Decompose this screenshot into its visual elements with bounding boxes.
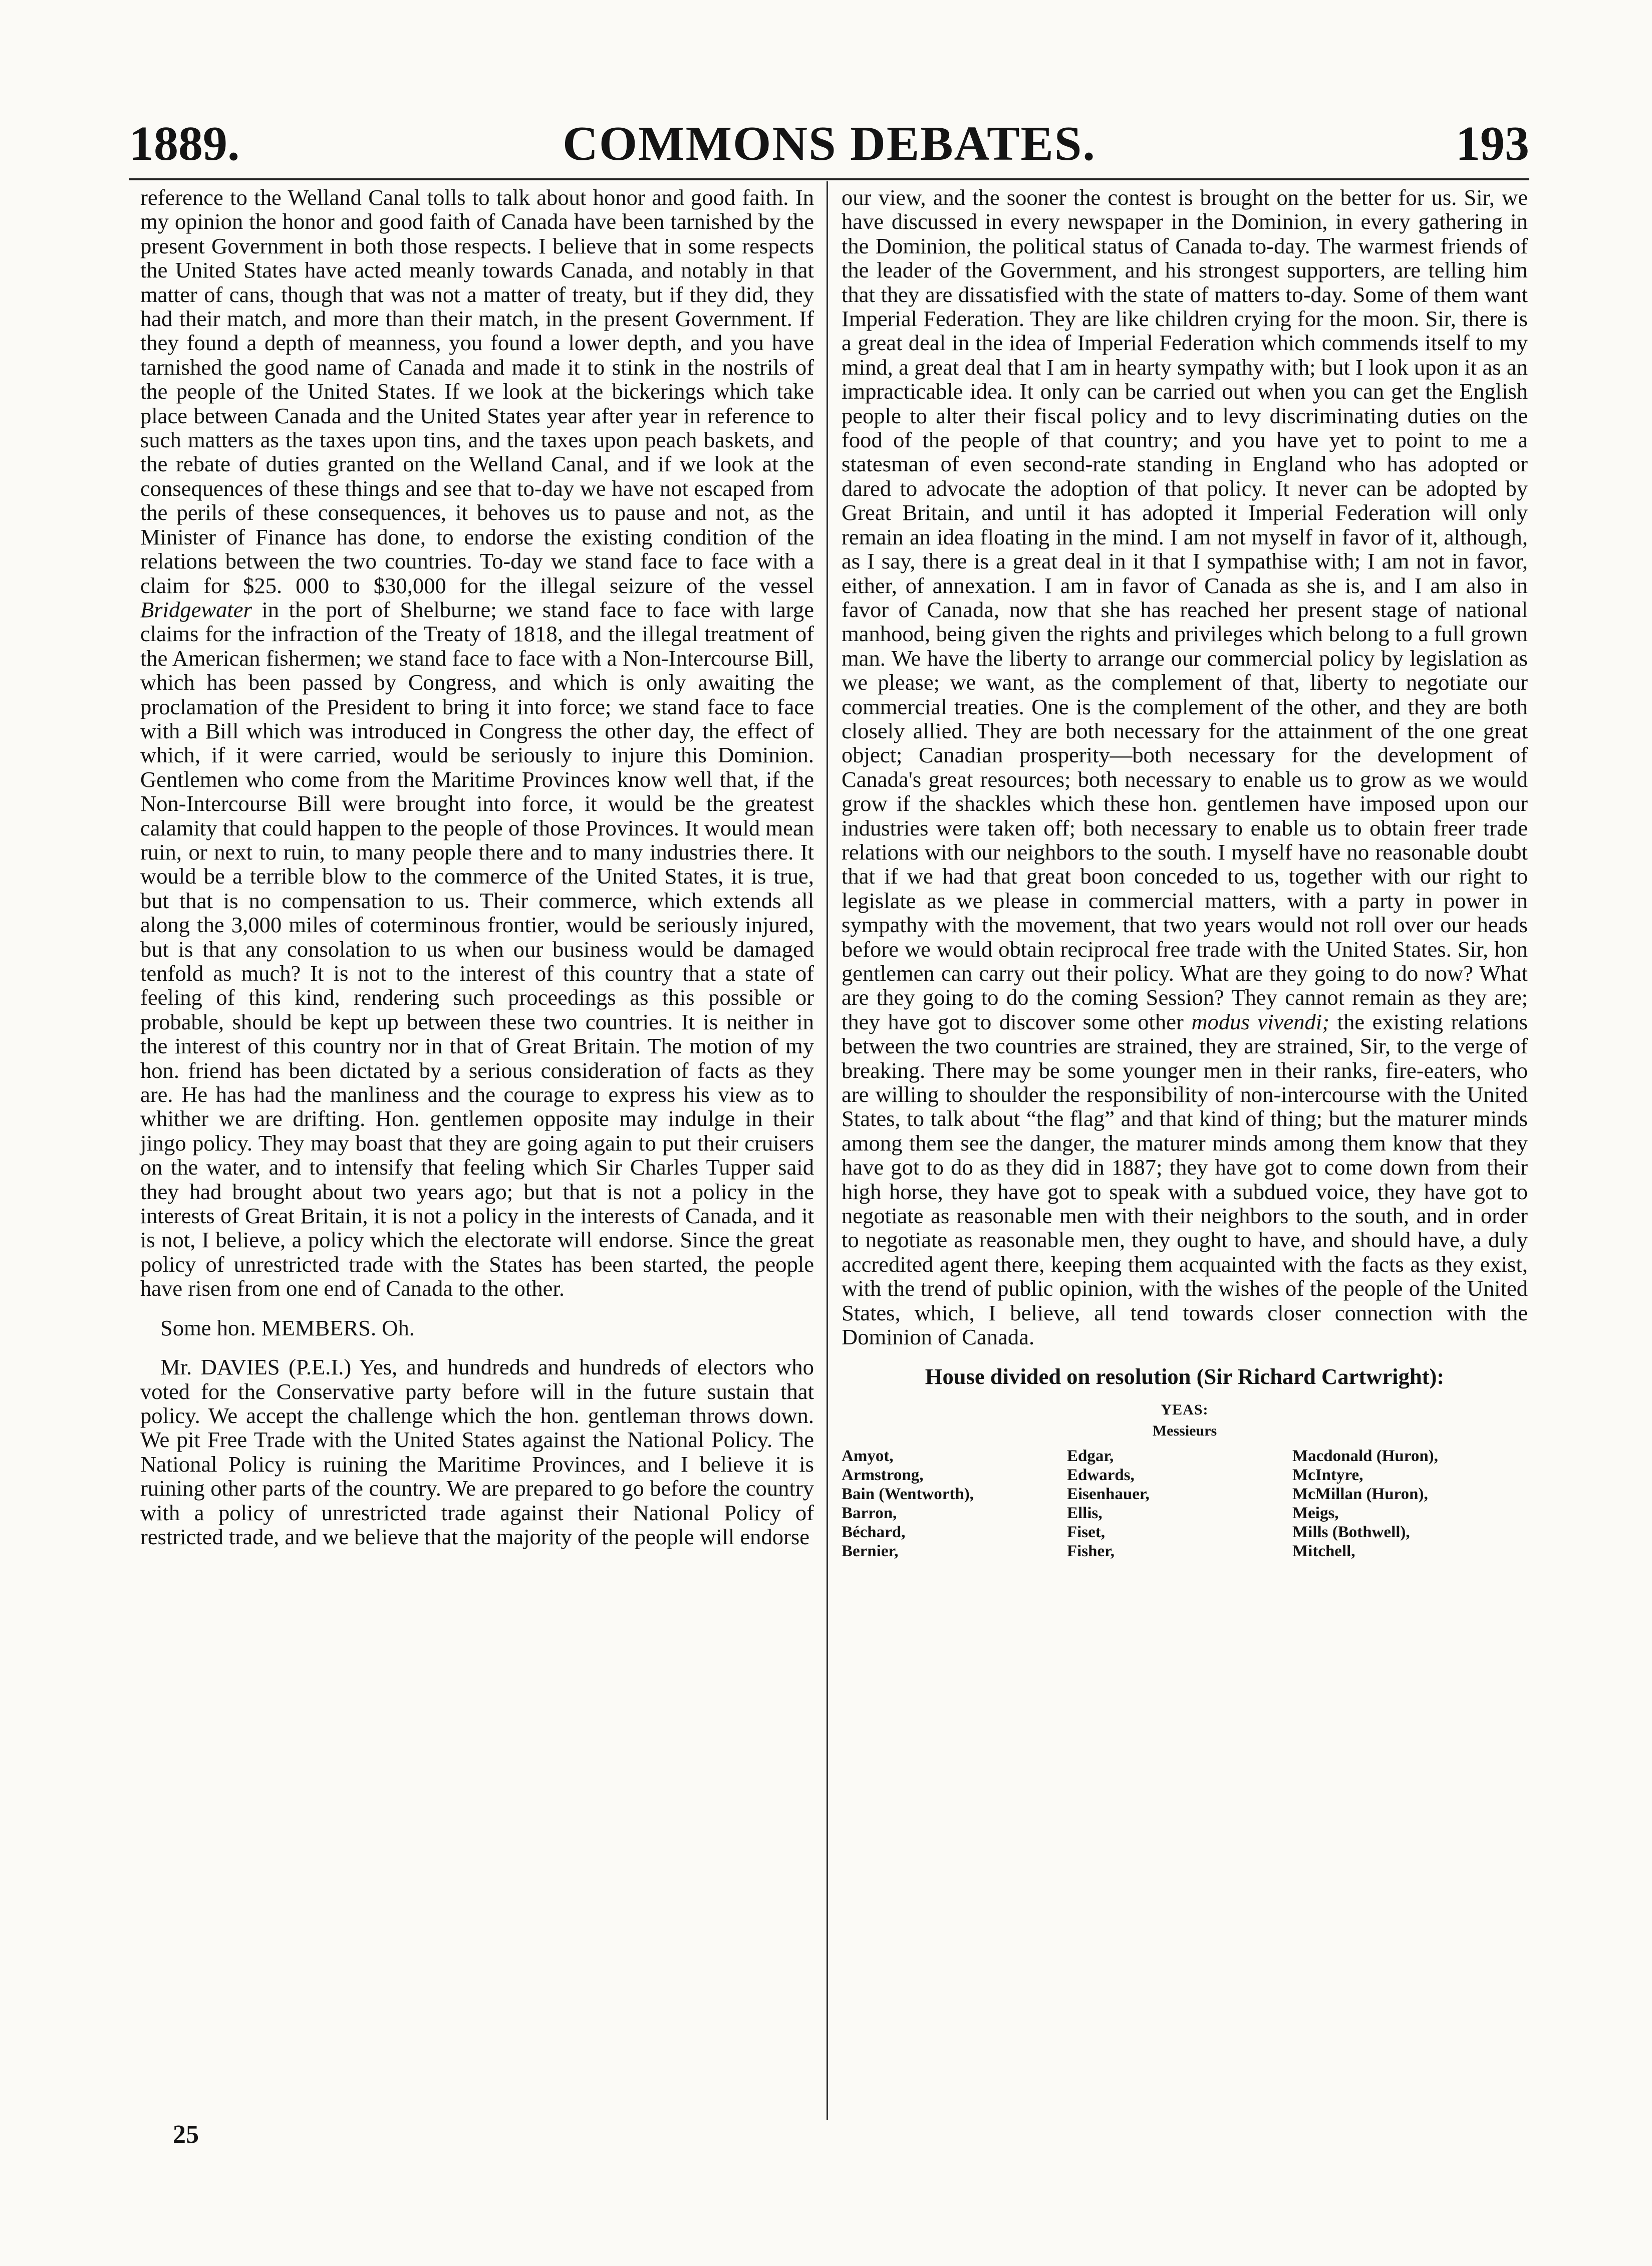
vote-name: Edgar, (1067, 1447, 1114, 1465)
vessel-name: Bridgewater (140, 597, 252, 622)
vote-name: Barron, (842, 1504, 897, 1522)
vote-name: Ellis, (1067, 1504, 1103, 1522)
vote-name: Mills (Bothwell), (1292, 1523, 1410, 1541)
vote-name: Bain (Wentworth), (842, 1485, 974, 1503)
interjection: Some hon. MEMBERS. Oh. (160, 1315, 415, 1340)
left-paragraph-2 (140, 1355, 814, 1549)
header-rule (129, 178, 1529, 180)
vote-name: Bernier, (842, 1542, 899, 1560)
vote-name: Armstrong, (842, 1466, 924, 1484)
vote-name: Eisenhauer, (1067, 1485, 1150, 1503)
header-title: COMMONS DEBATES. (563, 117, 1096, 171)
column-divider (827, 181, 828, 2120)
vote-names-table (842, 1447, 1528, 1561)
vote-name: Amyot, (842, 1447, 894, 1465)
yeas-heading: YEAS: (1161, 1401, 1209, 1418)
messieurs-heading: Messieurs (1152, 1422, 1217, 1439)
vote-name: Edwards, (1067, 1466, 1135, 1484)
latin-phrase: modus vivendi; (1191, 1009, 1330, 1034)
right-column (842, 185, 1528, 1561)
vote-name: Macdonald (Huron), (1292, 1447, 1438, 1465)
vote-name: McIntyre, (1292, 1466, 1363, 1484)
left-paragraph-1 (140, 185, 814, 1301)
left-paragraph-1-text: reference to the Welland Canal tolls to talk about honor and good faith. In my opinion the honor and good faith of Canada have been tarnished by the present Government in both those respects. I believe that in some respects the United States have acted meanly towards Canada, and notably in that matter of cans, though that was not a matter of treaty, but if they did, they had their match, and more than their match, in the present Government. If they found a depth of meanness, you found a lower depth, and you have tarnished the good name of Canada and made it to stink in the nostrils of the people of the United States. If we look at the bickerings which take place between Canada and the United States year after year in reference to such matters as the taxes upon tins, and the taxes upon peach baskets, and the rebate of duties granted on the Welland Canal, and if we look at the consequences of these things and see that to-day we have not escaped from the perils of these consequences, it behoves us to pause and not, as the Minister of Finance has done, to endorse the existing condition of the relations between the two countries. To-day we stand face to face with a claim for $25. 000 to $30,000 for the illegal seizure of the vessel (140, 185, 814, 598)
right-paragraph-1-text: our view, and the sooner the contest is brought on the better for us. Sir, we have discussed in every newspaper in the Dominion, in every gathering in the Dominion, the political status of Canada to-day. The warmest friends of the leader of the Government, and his strongest supporters, are telling him that they are dissatisfied with the state of matters to-day. Some of them want Imperial Federation. They are like children crying for the moon. Sir, there is a great deal in the idea of Imperial Federation which commends itself to my mind, a great deal that I am in hearty sympathy with; but I look upon it as an impracticable idea. It only can be carried out when you can get the English people to alter their fiscal policy and to levy discriminating duties on the food of the people of that country; and you have yet to point to me a statesman of even second-rate standing in England who has adopted or dared to advocate the adoption of that policy. It never can be adopted by Great Britain, and until it has adopted it Imperial Federation will only remain an idea floating in the mind. I am not myself in favor of it, although, as I say, there is a great deal in it that I sympathise with; I am not in favor, either, of annexation. I am in favor of Canada as she is, and I am also in favor of Canada, now that she has reached her present stage of national manhood, being given the rights and privileges which belong to a full grown man. We have the liberty to arrange our commercial policy by legislation as we please; we want, as the complement of that, liberty to negotiate our commercial treaties. One is the complement of the other, and they are both closely allied. They are both necessary for the attainment of the one great object; Canadian prosperity—both necessary for the development of Canada's great resources; both necessary to enable us to grow as we would grow if the shackles which these hon. gentlemen have imposed upon our industries were taken off; both necessary to enable us to obtain freer trade relations with our neighbors to the south. I myself have no reasonable doubt that if we had that great boon conceded to us, together with our right to legislate as we please in commercial matters, with a party in power in sympathy with the movement, that two years would not roll over our heads before we would obtain reciprocal free trade with the United States. Sir, hon gentlemen can carry out their policy. What are they going to do now? What are they going to do the coming Session? They cannot remain as they are; they have got to discover some other (842, 185, 1528, 1034)
right-paragraph-1 (842, 185, 1528, 1349)
speaker-name: Mr. DAVIES (P.E.I.) (160, 1354, 352, 1380)
vote-name: Béchard, (842, 1523, 906, 1541)
vote-name: Meigs, (1292, 1504, 1339, 1522)
header-page-number: 193 (1456, 117, 1529, 171)
page-header (129, 111, 1529, 176)
vote-name: McMillan (Huron), (1292, 1485, 1428, 1503)
header-year: 1889. (129, 117, 240, 171)
left-paragraph-1-continued: in the port of Shelburne; we stand face to face with large claims for the infraction of the Treaty of 1818, and the illegal treatment of the American fishermen; we stand face to face with a Non-Intercourse Bill, which has been passed by Congress, and which is only awaiting the proclamation of the President to bring it into force; we stand face to face with a Bill which was introduced in Congress the other day, the effect of which, if it were carried, would be seriously to injure this Dominion. Gentlemen who come from the Maritime Provinces know well that, if the Non-Intercourse Bill were brought into force, it would be the greatest calamity that could happen to the people of those Provinces. It would mean ruin, or next to ruin, to many people there and to many industries there. It would be a terrible blow to the commerce of the United States, it is true, but that is no compensation to us. Their commerce, which extends all along the 3,000 miles of coterminous frontier, would be seriously injured, but is that any consolation to us when our business would be damaged tenfold as much? It is not to the interest of this country that a state of feeling of this kind, rendering such proceedings as this possible or probable, should be kept up between these two countries. It is neither in the interest of this country nor in that of Great Britain. The motion of my hon. friend has been dictated by a serious consideration of facts as they are. He has had the manliness and the courage to express his view as to whither we are drifting. Hon. gentlemen opposite may indulge in their jingo policy. They may boast that they are going again to put their cruisers on the water, and to intensify that feeling which Sir Charles Tupper said they had brought about two years ago; but that is not a policy in the interests of Great Britain, it is not a policy in the interests of Canada, and it is not, I believe, a policy which the electorate will endorse. Since the great policy of unrestricted trade with the States has been started, the people have risen from one end of Canada to the other. (140, 597, 814, 1301)
left-column (140, 185, 814, 1549)
division-line: House divided on resolution (Sir Richard Cartwright): (925, 1363, 1445, 1389)
vote-name: Fisher, (1067, 1542, 1115, 1560)
signature-mark: 25 (173, 2120, 199, 2149)
left-paragraph-2-text: Yes, and hundreds and hundreds of electors who voted for the Conservative party before will in the future sustain that policy. We accept the challenge which the hon. gentleman throws down. We pit Free Trade with the United States against the National Policy. The National Policy is ruining the Maritime Provinces, and I believe it is ruining other parts of the country. We are prepared to go before the country with a policy of unrestricted trade against their National Policy of restricted trade, and we believe that the majority of the people will endorse (140, 1354, 814, 1549)
vote-name: Mitchell, (1292, 1542, 1355, 1560)
right-paragraph-1-continued: the existing relations between the two countries are strained, they are strained, Sir, to the verge of breaking. There may be some younger men in their ranks, fire-eaters, who are willing to shoulder the responsibility of non-intercourse with the United States, to talk about “the flag” and that kind of thing; but the maturer minds among them see the danger, the maturer minds among them know that they have got to do as they did in 1887; they have got to come down from their high horse, they have got to speak with a subdued voice, they have got to negotiate as reasonable men with their neighbors to the south, and in order to negotiate as reasonable men, they ought to have, and should have, a duly accredited agent there, keeping them acquainted with the facts as they exist, with the trend of public opinion, with the wishes of the people of the United States, which, I believe, all tend towards closer connection with the Dominion of Canada. (842, 1009, 1528, 1350)
vote-name: Fiset, (1067, 1523, 1106, 1541)
